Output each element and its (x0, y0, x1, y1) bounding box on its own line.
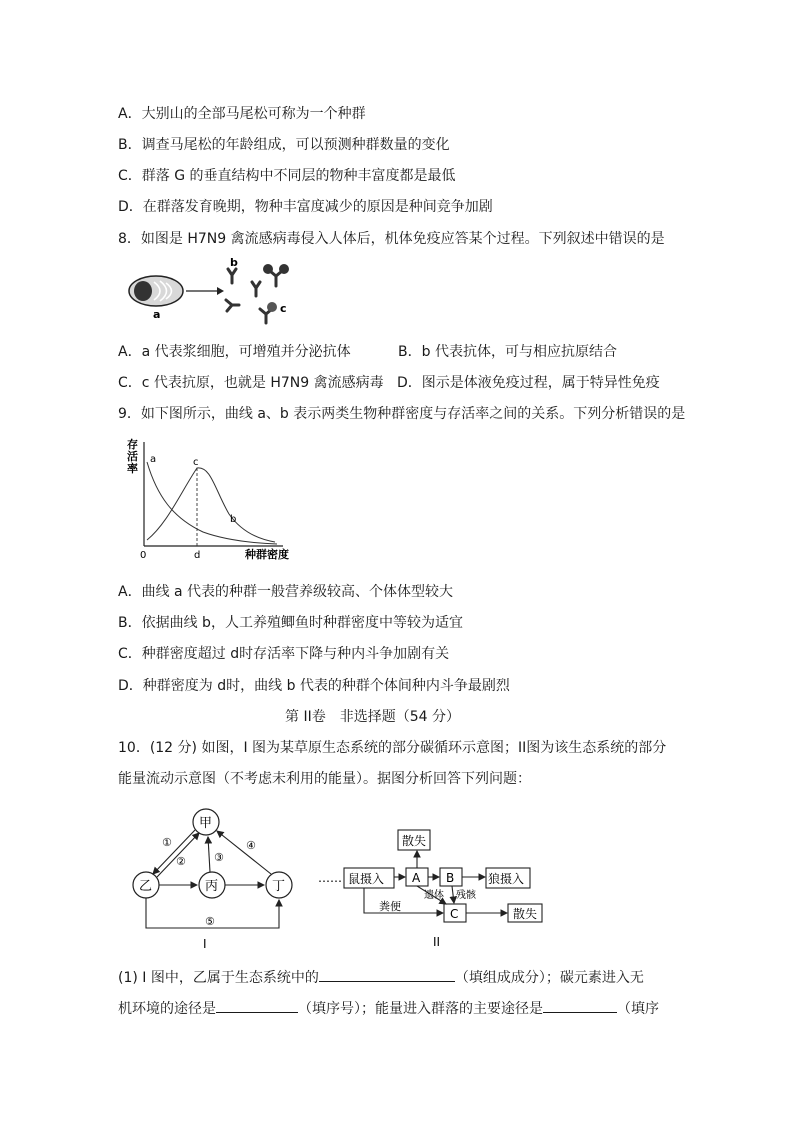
xlabel: 种群密度 (245, 548, 289, 561)
section-2-title: 第 II卷 非选择题（54 分） (285, 709, 460, 725)
q9-stem: 9．如下图所示，曲线 a、b 表示两类生物种群密度与存活率之间的关系。下列分析错误的是 (118, 406, 686, 422)
ylabel-1: 存 (127, 438, 138, 451)
q10-sub1-line1 (118, 967, 644, 988)
sub1-text-a: (1) I 图中，乙属于生态系统中的 (118, 970, 319, 986)
q7-option-c: C．群落 G 的垂直结构中不同层的物种丰富度都是最低 (118, 168, 456, 184)
q10-sub1-line2 (118, 998, 659, 1019)
dots: …… (318, 871, 342, 885)
sub1-text-d: （填序号）；能量进入群落的主要途径是 (298, 1001, 543, 1017)
antibodies (226, 269, 282, 323)
q10-stem-line2: 能量流动示意图（不考虑未利用的能量）。据图分析回答下列问题： (118, 771, 531, 787)
sanshi-right-label: 散失 (513, 907, 538, 921)
curve-a (147, 462, 277, 544)
q8-option-a: A．a 代表浆细胞，可增殖并分泌抗体 (118, 344, 351, 360)
C-label: C (450, 907, 459, 921)
q8-stem: 8．如图是 H7N9 禽流感病毒侵入人体后，机体免疫应答某个过程。下列叙述中错误的是 (118, 231, 665, 247)
lang-label: 狼摄入 (488, 872, 525, 886)
arrow-3 (208, 837, 210, 872)
label-bing: 丙 (205, 879, 219, 894)
ylabel-2: 活 (127, 450, 138, 463)
q9-option-d: D．种群密度为 d时，曲线 b 代表的种群个体间种内斗争最剧烈 (118, 678, 510, 694)
q7-option-a: A．大别山的全部马尾松可称为一个种群 (118, 106, 366, 122)
d-label: d (194, 550, 201, 561)
label-ding: 丁 (272, 879, 286, 894)
peak-label: c (193, 457, 199, 468)
q7-option-d: D．在群落发育晚期，物种丰富度减少的原因是种间竞争加剧 (118, 199, 493, 215)
answer-blank-2[interactable] (216, 998, 298, 1013)
q8-option-b: B．b 代表抗体，可与相应抗原结合 (398, 344, 617, 360)
q8-option-c: C．c 代表抗原，也就是 H7N9 禽流感病毒 (118, 375, 384, 391)
num-3: ③ (214, 851, 224, 864)
q9-option-c: C．种群密度超过 d时存活率下降与种内斗争加剧有关 (118, 646, 450, 662)
arrow-1 (153, 830, 195, 874)
q8-option-d: D．图示是体液免疫过程，属于特异性免疫 (397, 375, 660, 391)
num-1: ① (162, 836, 172, 849)
carbon-cycle-figure (125, 803, 300, 953)
caption-I: I (203, 937, 207, 951)
answer-blank-1[interactable] (319, 967, 455, 982)
plasma-cell (129, 276, 183, 306)
q7-option-b: B．调查马尾松的年龄组成，可以预测种群数量的变化 (118, 137, 450, 153)
label-a: a (153, 308, 161, 321)
B-label: B (446, 871, 455, 885)
A-label: A (412, 871, 421, 885)
sub1-text-b: （填组成成分）；碳元素进入无 (454, 970, 644, 986)
caption-II: II (433, 935, 441, 949)
sanshi-top-label: 散失 (402, 834, 427, 848)
num-5: ⑤ (205, 915, 215, 928)
q10-stem-line1: 10．(12 分) 如图，I 图为某草原生态系统的部分碳循环示意图；II图为该生态系统的部分 (118, 740, 667, 756)
canhai-label: 残骸 (456, 890, 476, 901)
label-yi: 乙 (139, 879, 153, 894)
curve-a-label: a (150, 454, 157, 465)
sub1-text-e: （填序 (617, 1001, 659, 1017)
sub1-text-c: 机环境的途径是 (118, 1001, 216, 1017)
q9-survival-graph (125, 434, 310, 564)
label-c: c (280, 302, 287, 315)
q8-immune-figure (120, 254, 330, 334)
arrow-4 (217, 831, 271, 874)
q9-option-b: B．依据曲线 b，人工养殖鲫鱼时种群密度中等较为适宜 (118, 615, 463, 631)
origin-label: 0 (140, 550, 147, 561)
curve-b (147, 468, 275, 542)
q9-option-a: A．曲线 a 代表的种群一般营养级较高、个体体型较大 (118, 584, 454, 600)
shu-label: 鼠摄入 (348, 872, 385, 886)
antigen-2 (279, 264, 289, 274)
arrow-B-C (452, 886, 454, 903)
arrow-head (217, 287, 224, 295)
num-4: ④ (246, 839, 256, 852)
answer-blank-3[interactable] (543, 998, 617, 1013)
label-jia: 甲 (199, 816, 213, 831)
num-2: ② (176, 855, 186, 868)
yiti-label: 遗体 (424, 890, 444, 901)
antigen-c (267, 302, 277, 312)
antigen-1 (263, 264, 273, 274)
energy-flow-figure (316, 826, 566, 951)
fenbian-label: 粪便 (379, 900, 401, 913)
ylabel-3: 率 (127, 462, 138, 475)
label-b: b (230, 256, 238, 269)
curve-b-label: b (230, 514, 237, 525)
